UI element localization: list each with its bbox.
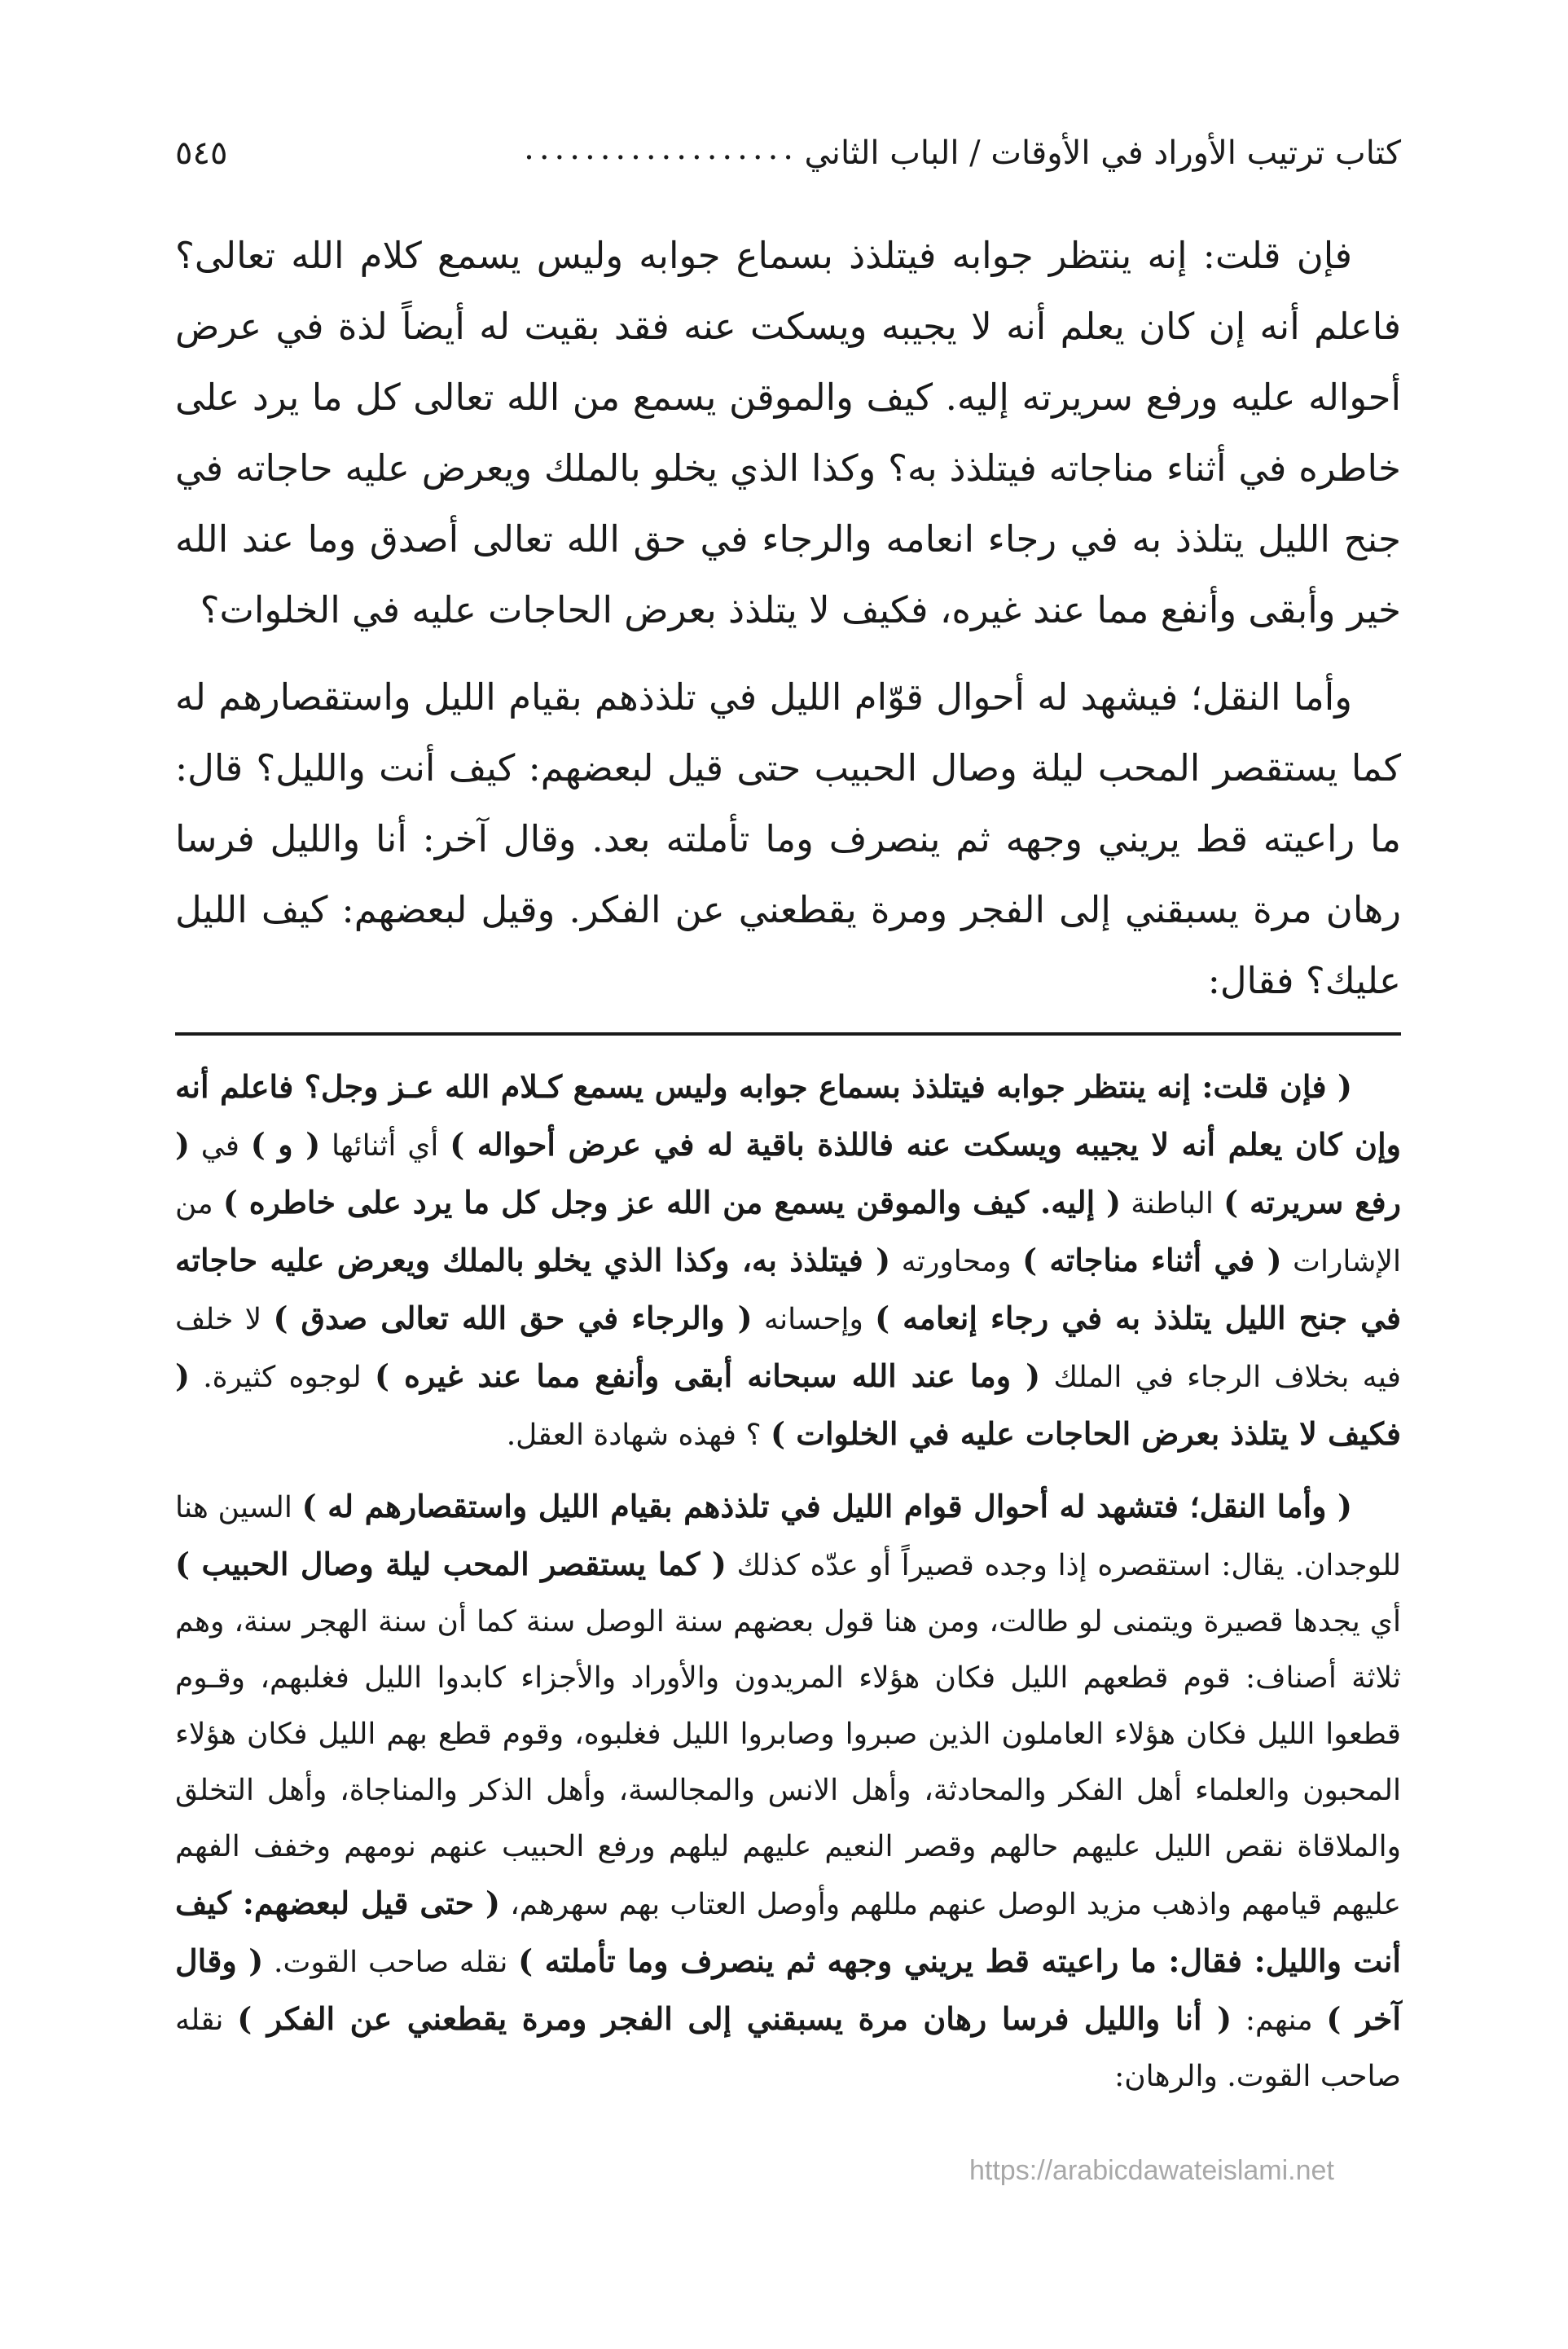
running-header	[175, 122, 1401, 184]
header-dots: ..................	[524, 130, 798, 167]
main-paragraph-1: فإن قلت: إنه ينتظر جوابه فيتلذذ بسماع جوابه وليس يسمع كلام الله تعالى؟ فاعلم أنه إن كان يعلم أنه لا يجيبه ويسكت عنه فقد بقيت له أيضاً لذة في عرض أحواله عليه ورفع سريرته إليه. كيف والموقن يسمع من الله تعالى كل ما يرد على خاطره في أثناء مناجاته فيتلذذ به؟ وكذا الذي يخلو بالملك ويعرض عليه حاجاته في جنح الليل يتلذذ به في رجاء انعامه والرجاء في حق الله تعالى أصدق وما عند الله خير وأبقى وأنفع مما عند غيره، فكيف لا يتلذذ بعرض الحاجات عليه في الخلوات؟	[175, 234, 1401, 631]
watermark-url: https://arabicdawateislami.net	[969, 2155, 1334, 2186]
commentary-quoted-matn: ( وقال آخر )	[175, 1942, 1401, 2037]
commentary-quoted-matn: ( رفع سريرته )	[175, 1126, 1401, 1221]
header-title: كتاب ترتيب الأوراد في الأوقات / الباب الثاني	[804, 134, 1401, 172]
commentary-gloss: أي يجدها قصيرة ويتمنى لو طالت، ومن هنا قول بعضهم سنة الوصل سنة كما أن سنة الهجر سنة، وهم ثلاثة أصناف: قوم قطعهم الليل فكان هؤلاء المريدون والأوراد والأجزاء كابدوا الليل فغلبهم، وقـوم قطعوا الليل فكان هؤلاء العاملون الذين صبروا وصابروا الليل فغلبوه، وقوم قطع بهم الليل فكان هؤلاء المحبون والعلماء أهل الفكر والمحادثة، وأهل الانس والمجالسة، وأهل الذكر والمناجاة، وأهل التخلق والملاقاة نقص الليل عليهم حالهم وقصر النعيم عليهم ليلهم ورفع الحبيب عنهم نومهم وخفف الفهم عليهم قيامهم واذهب مزيد الوصل عنهم مللهم وأوصل العتاب بهم سهرهم،	[175, 1605, 1401, 1921]
commentary-gloss: نقله صاحب القوت.	[263, 1946, 519, 1979]
main-paragraph-2: وأما النقل؛ فيشهد له أحوال قوّام الليل في تلذذهم بقيام الليل واستقصارهم له كما يستقصر المحب ليلة وصال الحبيب حتى قيل لبعضهم: كيف أنت والليل؟ قال: ما راعيته قط يريني وجهه ثم ينصرف وما تأملته بعد. وقال آخر: أنا والليل فرسا رهان مرة يسبقني إلى الفجر ومرة يقطعني عن الفكر. وقيل لبعضهم: كيف الليل عليك؟ فقال:	[175, 675, 1401, 1002]
commentary-gloss: الباطنة	[1121, 1187, 1224, 1221]
commentary-text	[175, 1058, 1401, 2105]
commentary-quoted-matn: ( والرجاء في حق الله تعالى صدق )	[273, 1300, 753, 1336]
commentary-gloss: ومحاورته	[890, 1245, 1023, 1278]
commentary-quoted-matn: ( فيتلذذ به، وكذا الذي يخلو بالملك ويعرض عليه حاجاته في جنح الليل يتلذذ به في رجاء إنعامه )	[175, 1242, 1402, 1336]
commentary-quoted-matn: ( فإن قلت: إنه ينتظر جوابه فيتلذذ بسماع جوابه وليس يسمع كـلام الله عـز وجل؟ فاعلم أنه وإن كان يعلم أنه لا يجيبه ويسكت عنه فاللذة باقية له في عرض أحواله )	[175, 1068, 1401, 1163]
page-number: ٥٤٥	[175, 134, 228, 172]
commentary-quoted-matn: ( إليه. كيف والموقن يسمع من الله عز وجل كل ما يرد على خاطره )	[222, 1184, 1122, 1221]
commentary-gloss: ؟ فهذه شهادة العقل.	[506, 1419, 771, 1452]
commentary-gloss: السين هنا للوجدان. يقال: استقصره إذا وجده قصيراً أو عدّه كذلك	[175, 1491, 1402, 1582]
book-page	[175, 122, 1401, 2290]
footnote-separator	[175, 1032, 1401, 1036]
commentary-paragraph-2	[175, 1478, 1401, 2105]
commentary-quoted-matn: ( وأما النقل؛ فتشهد له أحوال قوام الليل في تلذذهم بقيام الليل واستقصارهم له )	[301, 1488, 1352, 1524]
commentary-gloss: لا خلف فيه بخلاف الرجاء في الملك	[175, 1303, 1401, 1394]
commentary-quoted-matn: ( وما عند الله سبحانه أبقى وأنفع مما عند غيره )	[375, 1357, 1041, 1394]
main-text	[175, 220, 1401, 1016]
commentary-gloss: أي أثنائها	[320, 1129, 450, 1163]
commentary-quoted-matn: ( أنا والليل فرسا رهان مرة يسبقني إلى الفجر ومرة يقطعني عن الفكر )	[237, 2000, 1232, 2037]
commentary-quoted-matn: ( حتى قيل لبعضهم: كيف أنت والليل: فقال: ما راعيته قط يريني وجهه ثم ينصرف وما تأملته )	[175, 1885, 1401, 1979]
commentary-gloss: في	[189, 1129, 251, 1163]
commentary-quoted-matn: ( و )	[250, 1126, 321, 1163]
commentary-gloss: وإحسانه	[752, 1303, 876, 1336]
commentary-gloss: منهم:	[1232, 2004, 1327, 2037]
commentary-paragraph-1	[175, 1058, 1401, 1463]
commentary-gloss: نقله صاحب القوت. والرهان:	[175, 2004, 1401, 2093]
commentary-quoted-matn: ( كما يستقصر المحب ليلة وصال الحبيب )	[175, 1546, 727, 1582]
commentary-quoted-matn: ( فكيف لا يتلذذ بعرض الحاجات عليه في الخلوات )	[175, 1357, 1401, 1452]
commentary-gloss: من الإشارات	[175, 1187, 1401, 1278]
commentary-gloss: لوجوه كثيرة.	[189, 1361, 375, 1394]
commentary-quoted-matn: ( في أثناء مناجاته )	[1022, 1242, 1282, 1278]
